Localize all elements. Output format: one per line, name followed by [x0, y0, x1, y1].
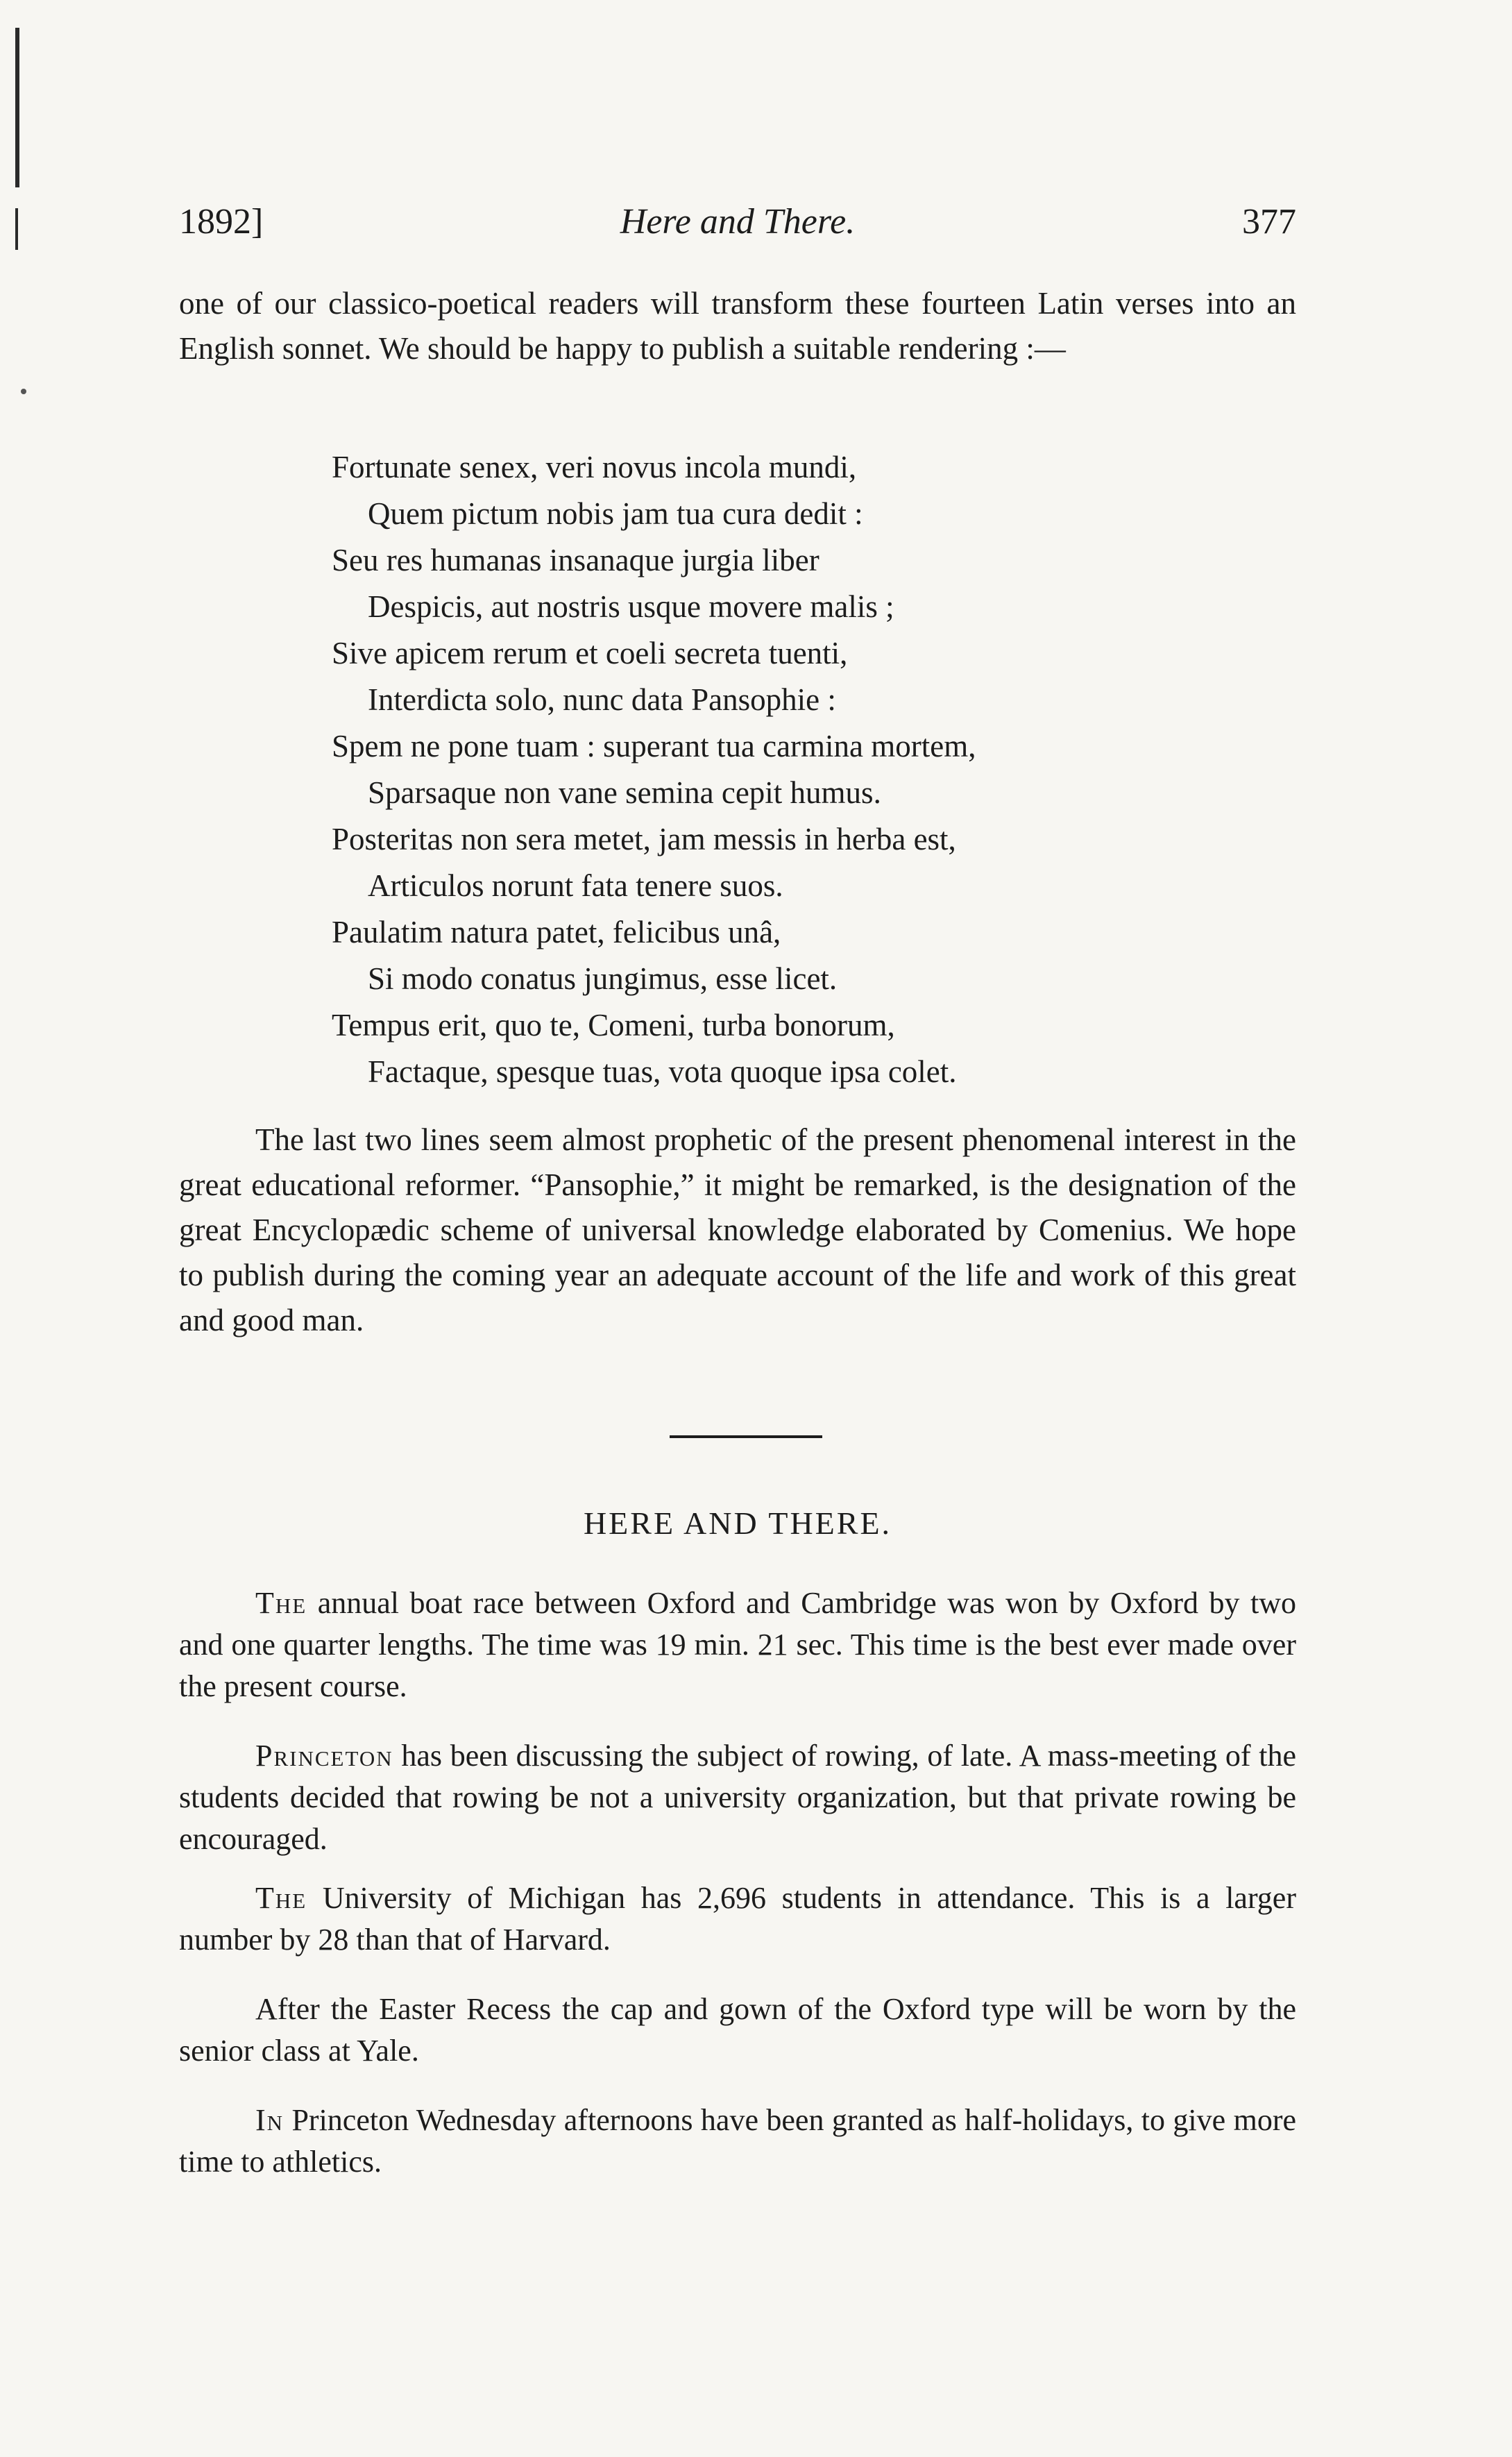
poem-line: Sparsaque non vane semina cepit humus.	[368, 775, 881, 810]
note-text: After the Easter Recess the cap and gown of the Oxford type will be worn by the senior class at Yale.	[179, 1992, 1296, 2068]
running-header	[179, 201, 1296, 257]
poem-line: Paulatim natura patet, felicibus unâ,	[332, 915, 781, 949]
intro-paragraph: one of our classico-poetical readers will transform these fourteen Latin verses into an English sonnet. We should be happy to publish a suitable rendering :—	[179, 286, 1296, 366]
poem-line: Articulos norunt fata tenere suos.	[368, 868, 783, 903]
section-heading: HERE AND THERE.	[583, 1505, 892, 1541]
poem-line: Tempus erit, quo te, Comeni, turba bonorum,	[332, 1008, 895, 1042]
poem-line: Interdicta solo, nunc data Pansophie :	[368, 682, 836, 717]
news-note	[179, 1877, 1296, 1961]
binding-edge-mark	[15, 208, 18, 250]
news-note	[179, 1989, 1296, 2072]
closing-paragraph	[179, 1117, 1296, 1343]
poem-line: Si modo conatus jungimus, esse licet.	[368, 961, 838, 996]
poem-line: Quem pictum nobis jam tua cura dedit :	[368, 496, 863, 531]
closing-paragraph-text: The last two lines seem almost prophetic of the present phenomenal interest in the great educational reformer. “Pansophie,” it might be remarked, is the designation of the great Encyclopædic scheme of universal knowledge elaborated by Comenius. We hope to publish during the coming year an adequate account of the life and work of this great and good man.	[179, 1122, 1296, 1337]
poem-line: Seu res humanas insanaque jurgia liber	[332, 543, 819, 577]
latin-poem	[332, 444, 1234, 1095]
news-note	[179, 1735, 1296, 1860]
poem-line: Fortunate senex, veri novus incola mundi,	[332, 450, 857, 484]
note-lead-word: The	[255, 1881, 307, 1915]
poem-line: Spem ne pone tuam : superant tua carmina mortem,	[332, 729, 976, 763]
note-lead-word: Princeton	[255, 1739, 393, 1773]
page-number: 377	[1242, 202, 1296, 242]
scan-speck	[21, 389, 26, 394]
news-note	[179, 1582, 1296, 1707]
poem-line: Posteritas non sera metet, jam messis in herba est,	[332, 822, 956, 856]
poem-line: Factaque, spesque tuas, vota quoque ipsa colet.	[368, 1054, 957, 1089]
note-lead-word: The	[255, 1586, 307, 1620]
note-text: annual boat race between Oxford and Cambridge was won by Oxford by two and one quarter lengths. The time was 19 min. 21 sec. This time is the best ever made over the present course.	[179, 1586, 1296, 1703]
header-title: Here and There.	[620, 202, 856, 242]
news-note	[179, 2100, 1296, 2183]
poem-line: Sive apicem rerum et coeli secreta tuenti,	[332, 636, 848, 670]
note-lead-word: In	[255, 2103, 284, 2137]
section-divider	[670, 1435, 822, 1438]
note-text: Princeton Wednesday afternoons have been granted as half-holidays, to give more time to athletics.	[179, 2103, 1296, 2179]
poem-line: Despicis, aut nostris usque movere malis ;	[368, 589, 894, 624]
note-text: University of Michigan has 2,696 students in attendance. This is a larger number by 28 than that of Harvard.	[179, 1881, 1296, 1957]
note-text: has been discussing the subject of rowing, of late. A mass-meeting of the students decided that rowing be not a university organization, but that private rowing be encouraged.	[179, 1739, 1296, 1856]
binding-edge-mark	[15, 28, 19, 187]
header-year: 1892]	[179, 202, 264, 242]
